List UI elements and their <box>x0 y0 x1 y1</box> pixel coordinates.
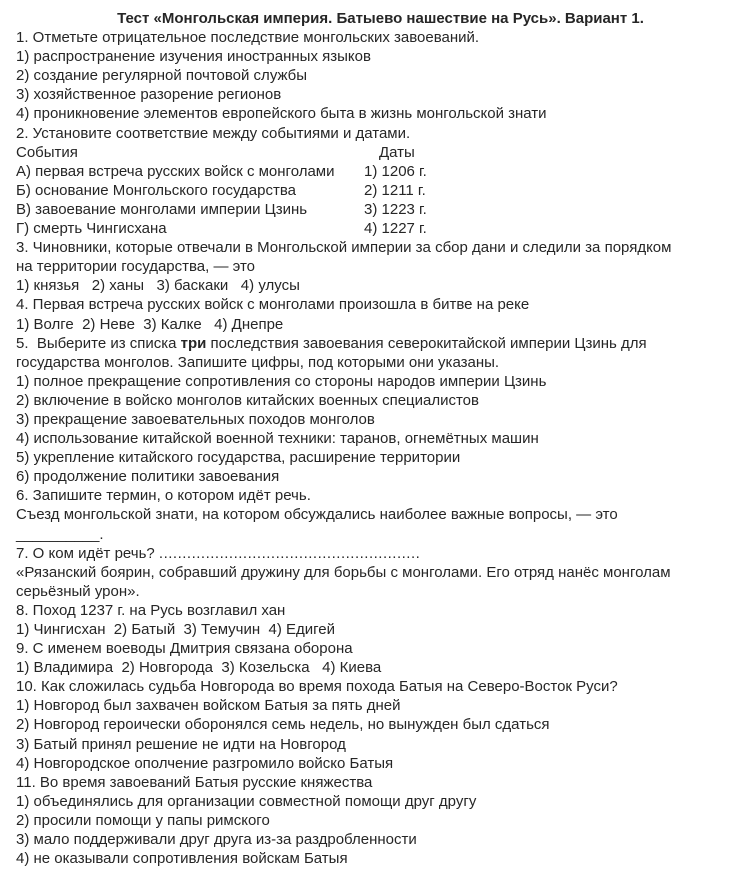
q2-event-v: В) завоевание монголами империи Цзинь <box>16 200 308 218</box>
q2-date-4: 4) 1227 г. <box>364 220 427 238</box>
q5-option-6: 6) продолжение политики завоевания <box>16 468 280 486</box>
q5-option-3: 3) прекращение завоевательных походов монголов <box>16 410 375 428</box>
q9-prompt: 9. С именем воеводы Дмитрия связана оборона <box>16 640 353 658</box>
q3-prompt-line1: 3. Чиновники, которые отвечали в Монгольской империи за сбор дани и следили за порядком <box>16 239 672 257</box>
q10-option-2: 2) Новгород героически оборонялся семь недель, но вынужден был сдаться <box>16 716 550 734</box>
q11-option-1: 1) объединялись для организации совместной помощи друг другу <box>16 792 477 810</box>
q11-option-2: 2) просили помощи у папы римского <box>16 811 270 829</box>
q2-event-g: Г) смерть Чингисхана <box>16 220 167 238</box>
q2-event-a: А) первая встреча русских войск с монголами <box>16 162 335 180</box>
q5-bold-keyword: три <box>180 334 207 352</box>
q10-option-3: 3) Батый принял решение не идти на Новгород <box>16 735 346 753</box>
q7-question: 7. О ком идёт речь? <box>16 544 159 562</box>
q2-row-a <box>16 162 745 181</box>
q2-row-v <box>16 200 745 219</box>
q10-prompt: 10. Как сложилась судьба Новгорода во время похода Батыя на Северо-Восток Руси? <box>16 678 618 696</box>
q10-option-1: 1) Новгород был захвачен войском Батыя за пять дней <box>16 697 401 715</box>
q4-prompt: 4. Первая встреча русских войск с монголами произошла в битве на реке <box>16 296 530 314</box>
q7-quote-line2: серьёзный урон». <box>16 582 140 600</box>
q6-answer-blank: __________. <box>16 525 104 543</box>
q2-row-g <box>16 219 745 238</box>
q2-events-header: События <box>16 143 78 161</box>
q1-option-4: 4) проникновение элементов европейского быта в жизнь монгольской знати <box>16 105 547 123</box>
q7-quote-line1: «Рязанский боярин, собравший дружину для борьбы с монголами. Его отряд нанёс монголам <box>16 563 671 581</box>
q4-options: 1) Волге 2) Неве 3) Калке 4) Днепре <box>16 315 284 333</box>
q1-option-3: 3) хозяйственное разорение регионов <box>16 86 282 104</box>
q2-event-b: Б) основание Монгольского государства <box>16 181 296 199</box>
q5-prompt-part1: 5. Выберите из списка <box>16 334 181 352</box>
q8-options: 1) Чингисхан 2) Батый 3) Темучин 4) Едигей <box>16 621 335 638</box>
q2-table-header <box>16 143 745 162</box>
q1-prompt: 1. Отметьте отрицательное последствие монгольских завоеваний. <box>16 29 480 47</box>
q9-options: 1) Владимира 2) Новгорода 3) Козельска 4) Киева <box>16 659 382 677</box>
q2-date-1: 1) 1206 г. <box>364 162 427 180</box>
q7-prompt <box>16 544 745 563</box>
q11-prompt: 11. Во время завоеваний Батыя русские княжества <box>16 773 373 791</box>
q5-option-1: 1) полное прекращение сопротивления со стороны народов империи Цзинь <box>16 372 547 390</box>
q6-statement: Съезд монгольской знати, на котором обсуждались наиболее важные вопросы, — это <box>16 506 618 524</box>
q5-option-2: 2) включение в войско монголов китайских военных специалистов <box>16 391 479 409</box>
page-title: Тест «Монгольская империя. Батыево нашествие на Русь». Вариант 1. <box>117 10 644 27</box>
q8-prompt: 8. Поход 1237 г. на Русь возглавил хан <box>16 601 286 619</box>
q10-option-4: 4) Новгородское ополчение разгромило войско Батыя <box>16 754 394 772</box>
q2-date-3: 3) 1223 г. <box>364 200 427 218</box>
q5-option-4: 4) использование китайской военной техники: таранов, огнемётных машин <box>16 430 539 448</box>
q2-row-b <box>16 181 745 200</box>
q5-option-5: 5) укрепление китайского государства, расширение территории <box>16 449 461 467</box>
q2-date-2: 2) 1211 г. <box>364 181 426 199</box>
q2-dates-header: Даты <box>379 143 415 161</box>
q7-dotted-blank: ........................................................ <box>158 544 421 562</box>
q11-option-3: 3) мало поддерживали друг друга из-за раздробленности <box>16 831 417 849</box>
q3-prompt-line2: на территории государства, — это <box>16 258 256 276</box>
q11-option-4: 4) не оказывали сопротивления войскам Батыя <box>16 850 348 868</box>
q5-prompt-part3: последствия завоевания северокитайской империи Цзинь для <box>206 334 647 352</box>
q3-options: 1) князья 2) ханы 3) баскаки 4) улусы <box>16 277 300 295</box>
q5-prompt-line2: государства монголов. Запишите цифры, под которыми они указаны. <box>16 353 500 371</box>
q6-prompt: 6. Запишите термин, о котором идёт речь. <box>16 487 311 505</box>
q1-option-1: 1) распространение изучения иностранных языков <box>16 48 371 66</box>
q5-prompt-line1 <box>16 334 745 353</box>
q2-prompt: 2. Установите соответствие между событиями и датами. <box>16 124 411 142</box>
q1-option-2: 2) создание регулярной почтовой службы <box>16 67 308 85</box>
